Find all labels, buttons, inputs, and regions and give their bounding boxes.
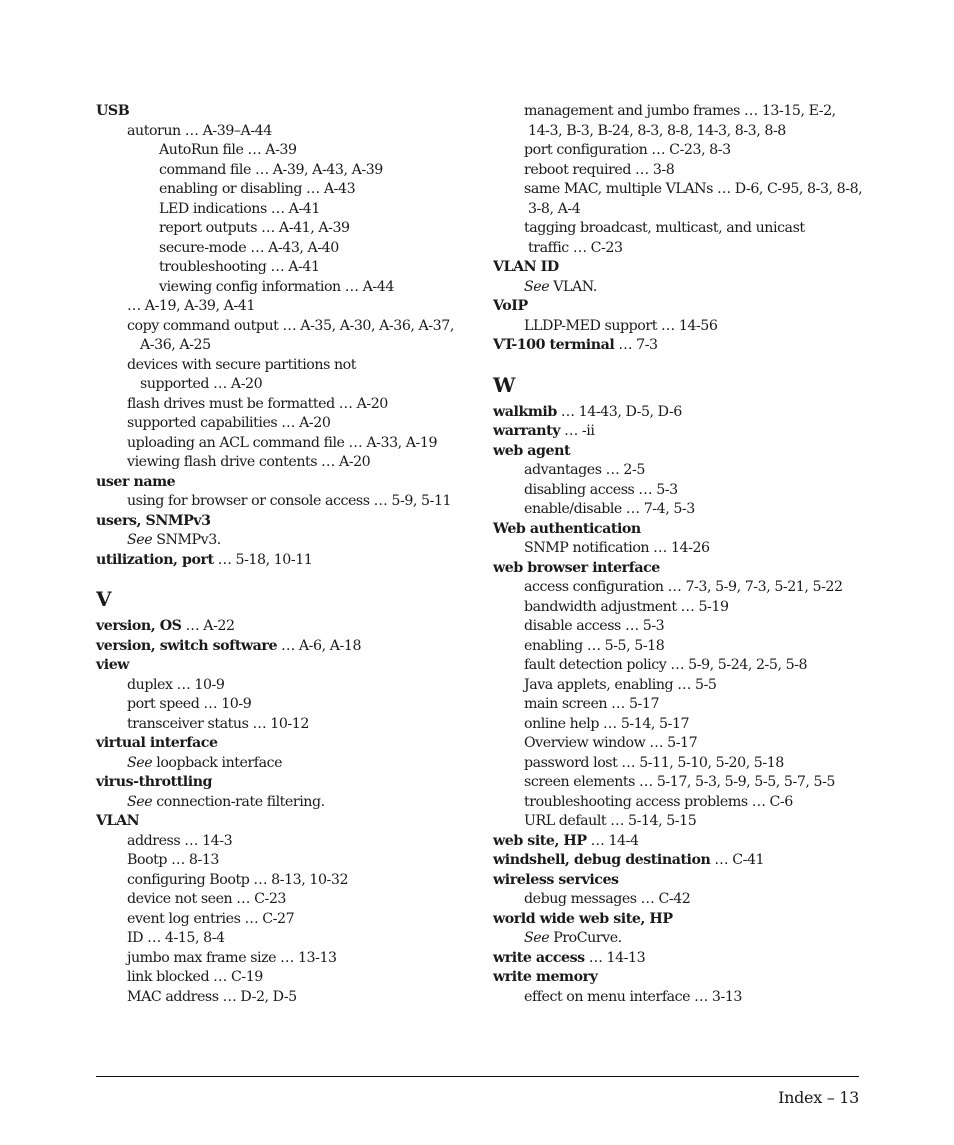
- index-subentry: [493, 793, 873, 813]
- entry-text: device not seen … C-23: [127, 891, 286, 907]
- index-subentry: [96, 695, 476, 715]
- index-left-column: [96, 102, 476, 1007]
- index-subentry: [96, 832, 476, 852]
- index-subentry: [96, 122, 476, 142]
- index-subentry: [493, 317, 873, 337]
- entry-text: transceiver status … 10-12: [127, 715, 309, 732]
- entry-term: VLAN: [96, 813, 140, 829]
- entry-text: tagging broadcast, multicast, and unicast: [524, 220, 805, 236]
- index-subentry: [96, 356, 476, 376]
- entry-text: using for browser or console access … 5-9, 5-11: [127, 493, 452, 509]
- index-subentry: [493, 180, 873, 200]
- index-sub-subentry: [96, 219, 476, 239]
- index-subentry: [96, 715, 476, 735]
- entry-term: write access: [493, 949, 585, 966]
- index-entry: [493, 832, 873, 852]
- index-continuation: [493, 122, 873, 142]
- entry-term: write memory: [493, 969, 598, 985]
- entry-text: jumbo max frame size … 13-13: [127, 949, 337, 966]
- entry-text: ID … 4-15, 8-4: [127, 930, 225, 946]
- entry-term: user name: [96, 473, 176, 490]
- entry-text: disabling access … 5-3: [524, 481, 678, 498]
- section-heading: W: [493, 372, 516, 397]
- entry-text: Bootp … 8-13: [127, 852, 219, 868]
- entry-text: SNMPv3.: [152, 532, 221, 548]
- entry-term: Web authentication: [493, 520, 641, 537]
- entry-text: loopback interface: [152, 754, 283, 771]
- index-entry: [96, 512, 476, 532]
- entry-text: AutoRun file … A-39: [159, 142, 297, 158]
- index-entry: [493, 520, 873, 540]
- entry-text: MAC address … D-2, D-5: [127, 988, 297, 1005]
- entry-text: copy command output … A-35, A-30, A-36, A-37,: [127, 317, 454, 334]
- entry-text: viewing config information … A-44: [159, 278, 394, 295]
- entry-term: walkmib: [493, 403, 557, 420]
- index-subentry: [96, 453, 476, 473]
- entry-term: wireless services: [493, 871, 619, 888]
- index-subentry: [96, 395, 476, 415]
- entry-text: ProCurve.: [549, 930, 622, 946]
- index-entry: [493, 297, 873, 317]
- index-entry: [96, 617, 476, 637]
- index-subentry: [96, 968, 476, 988]
- entry-text: Java applets, enabling … 5-5: [524, 676, 717, 693]
- index-subentry: [493, 715, 873, 735]
- entry-text: VLAN.: [549, 278, 597, 295]
- index-subentry: [493, 539, 873, 559]
- footer-rule: [96, 1076, 859, 1077]
- index-entry: [96, 473, 476, 493]
- entry-term: web agent: [493, 442, 571, 459]
- entry-term: users, SNMPv3: [96, 512, 211, 529]
- see-reference: See: [127, 532, 153, 548]
- page-number: Index – 13: [778, 1088, 859, 1107]
- entry-text: LED indications … A-41: [159, 200, 320, 217]
- index-subentry: [96, 871, 476, 891]
- entry-text: devices with secure partitions not: [127, 356, 356, 373]
- index-subentry: [493, 988, 873, 1008]
- entry-term: world wide web site, HP: [493, 910, 673, 927]
- entry-text: connection-rate filtering.: [152, 793, 325, 810]
- index-subentry: [96, 929, 476, 949]
- entry-text: event log entries … C-27: [127, 910, 295, 927]
- entry-text: command file … A-39, A-43, A-39: [159, 161, 383, 178]
- index-subentry: [493, 102, 873, 122]
- entry-text: configuring Bootp … 8-13, 10-32: [127, 871, 349, 888]
- see-reference: See: [127, 754, 153, 771]
- index-subentry: [96, 297, 476, 317]
- index-sub-subentry: [96, 278, 476, 298]
- entry-term: web browser interface: [493, 559, 660, 576]
- index-entry: [96, 812, 476, 832]
- index-subentry: [493, 278, 873, 298]
- index-subentry: [96, 910, 476, 930]
- index-subentry: [493, 141, 873, 161]
- entry-text: enabling or disabling … A-43: [159, 181, 356, 197]
- entry-text: enable/disable … 7-4, 5-3: [524, 501, 695, 517]
- entry-term: version, OS: [96, 618, 182, 634]
- index-subentry: [96, 434, 476, 454]
- entry-text: supported … A-20: [140, 376, 263, 392]
- index-subentry: [493, 929, 873, 949]
- entry-text: … 7-3: [614, 337, 658, 353]
- index-subentry: [493, 754, 873, 774]
- entry-text: A-36, A-25: [140, 337, 211, 353]
- entry-text: fault detection policy … 5-9, 5-24, 2-5, 5-8: [524, 657, 808, 673]
- index-entry: [96, 773, 476, 793]
- index-sub-subentry: [96, 258, 476, 278]
- entry-text: autorun … A-39–A-44: [127, 122, 272, 139]
- entry-term: version, switch software: [96, 637, 278, 654]
- entry-text: Overview window … 5-17: [524, 735, 698, 751]
- index-subentry: [96, 988, 476, 1008]
- entry-text: online help … 5-14, 5-17: [524, 715, 690, 732]
- entry-text: flash drives must be formatted … A-20: [127, 395, 388, 412]
- index-entry: [493, 422, 873, 442]
- index-entry: [493, 559, 873, 579]
- index-entry: [493, 258, 873, 278]
- index-subentry: [96, 531, 476, 551]
- index-sub-subentry: [96, 200, 476, 220]
- index-entry: [493, 442, 873, 462]
- entry-text: LLDP-MED support … 14-56: [524, 317, 718, 334]
- entry-text: access configuration … 7-3, 5-9, 7-3, 5-21, 5-22: [524, 579, 843, 595]
- index-sub-subentry: [96, 161, 476, 181]
- entry-text: troubleshooting access problems … C-6: [524, 793, 793, 810]
- index-entry: [493, 871, 873, 891]
- index-subentry: [493, 812, 873, 832]
- index-subentry: [96, 754, 476, 774]
- index-subentry: [493, 890, 873, 910]
- entry-text: … C-41: [710, 852, 765, 868]
- index-subentry: [493, 598, 873, 618]
- index-sub-subentry: [96, 180, 476, 200]
- entry-text: secure-mode … A-43, A-40: [159, 239, 339, 256]
- entry-text: enabling … 5-5, 5-18: [524, 637, 665, 654]
- index-subentry: [493, 219, 873, 239]
- index-subentry: [493, 637, 873, 657]
- index-subentry: [96, 793, 476, 813]
- entry-term: USB: [96, 103, 130, 119]
- entry-text: troubleshooting … A-41: [159, 259, 320, 275]
- entry-text: address … 14-3: [127, 832, 233, 849]
- entry-text: URL default … 5-14, 5-15: [524, 813, 697, 829]
- entry-text: same MAC, multiple VLANs … D-6, C-95, 8-3, 8-8,: [524, 181, 863, 197]
- entry-text: bandwidth adjustment … 5-19: [524, 598, 729, 615]
- section-heading: V: [96, 587, 112, 611]
- index-entry: [96, 637, 476, 657]
- entry-term: VoIP: [493, 298, 528, 314]
- entry-text: SNMP notification … 14-26: [524, 540, 710, 556]
- entry-text: port configuration … C-23, 8-3: [524, 142, 731, 158]
- index-subentry: [493, 676, 873, 696]
- entry-text: … 14-13: [584, 949, 646, 966]
- index-subentry: [96, 890, 476, 910]
- index-subentry: [493, 773, 873, 793]
- entry-text: management and jumbo frames … 13-15, E-2,: [524, 103, 836, 119]
- entry-text: advantages … 2-5: [524, 462, 645, 478]
- entry-term: VT-100 terminal: [493, 337, 615, 353]
- entry-term: warranty: [493, 423, 561, 439]
- entry-text: main screen … 5-17: [524, 696, 660, 712]
- index-sub-subentry: [96, 141, 476, 161]
- entry-text: … A-22: [181, 618, 235, 634]
- index-entry: [96, 656, 476, 676]
- index-right-column: [493, 102, 873, 1007]
- index-subentry: [493, 578, 873, 598]
- index-entry: [96, 734, 476, 754]
- entry-text: uploading an ACL command file … A-33, A-19: [127, 434, 438, 451]
- index-continuation: [493, 239, 873, 259]
- entry-text: … A-19, A-39, A-41: [127, 298, 255, 314]
- index-entry: [493, 910, 873, 930]
- entry-term: windshell, debug destination: [493, 852, 711, 868]
- index-entry: [493, 851, 873, 871]
- see-reference: See: [524, 278, 550, 295]
- entry-text: reboot required … 3-8: [524, 161, 675, 178]
- entry-text: … 5-18, 10-11: [213, 551, 313, 568]
- entry-text: supported capabilities … A-20: [127, 415, 331, 431]
- index-subentry: [493, 695, 873, 715]
- entry-text: disable access … 5-3: [524, 618, 665, 634]
- entry-text: traffic … C-23: [528, 239, 623, 256]
- index-subentry: [96, 676, 476, 696]
- entry-text: … A-6, A-18: [277, 637, 362, 654]
- entry-text: … 14-4: [586, 832, 639, 849]
- entry-text: … 14-43, D-5, D-6: [556, 403, 682, 420]
- index-continuation: [96, 375, 476, 395]
- entry-text: 3-8, A-4: [528, 200, 581, 217]
- see-reference: See: [127, 793, 153, 810]
- index-entry: [493, 949, 873, 969]
- entry-term: virtual interface: [96, 735, 218, 751]
- entry-text: 14-3, B-3, B-24, 8-3, 8-8, 14-3, 8-3, 8-8: [528, 122, 786, 139]
- index-subentry: [493, 481, 873, 501]
- entry-term: VLAN ID: [493, 259, 559, 275]
- entry-text: duplex … 10-9: [127, 676, 225, 693]
- index-entry: [493, 336, 873, 356]
- index-sub-subentry: [96, 239, 476, 259]
- index-subentry: [493, 656, 873, 676]
- entry-text: viewing flash drive contents … A-20: [127, 454, 371, 470]
- entry-text: report outputs … A-41, A-39: [159, 220, 350, 236]
- entry-text: screen elements … 5-17, 5-3, 5-9, 5-5, 5-7, 5-5: [524, 774, 836, 790]
- index-subentry: [493, 500, 873, 520]
- entry-text: link blocked … C-19: [127, 969, 263, 985]
- index-subentry: [96, 851, 476, 871]
- index-subentry: [493, 734, 873, 754]
- entry-text: password lost … 5-11, 5-10, 5-20, 5-18: [524, 754, 784, 771]
- index-subentry: [493, 161, 873, 181]
- index-entry: [493, 968, 873, 988]
- index-subentry: [493, 461, 873, 481]
- index-continuation: [493, 200, 873, 220]
- entry-term: virus-throttling: [96, 774, 213, 790]
- entry-term: web site, HP: [493, 832, 587, 849]
- index-subentry: [96, 492, 476, 512]
- entry-term: view: [96, 657, 130, 673]
- entry-text: port speed … 10-9: [127, 696, 252, 712]
- entry-text: … -ii: [560, 423, 595, 439]
- index-entry: [96, 551, 476, 571]
- index-entry: [493, 403, 873, 423]
- index-continuation: [96, 336, 476, 356]
- index-subentry: [493, 617, 873, 637]
- index-subentry: [96, 317, 476, 337]
- entry-text: effect on menu interface … 3-13: [524, 988, 743, 1005]
- entry-term: utilization, port: [96, 551, 214, 568]
- entry-text: debug messages … C-42: [524, 891, 691, 907]
- index-entry: [96, 102, 476, 122]
- see-reference: See: [524, 930, 550, 946]
- index-subentry: [96, 414, 476, 434]
- index-subentry: [96, 949, 476, 969]
